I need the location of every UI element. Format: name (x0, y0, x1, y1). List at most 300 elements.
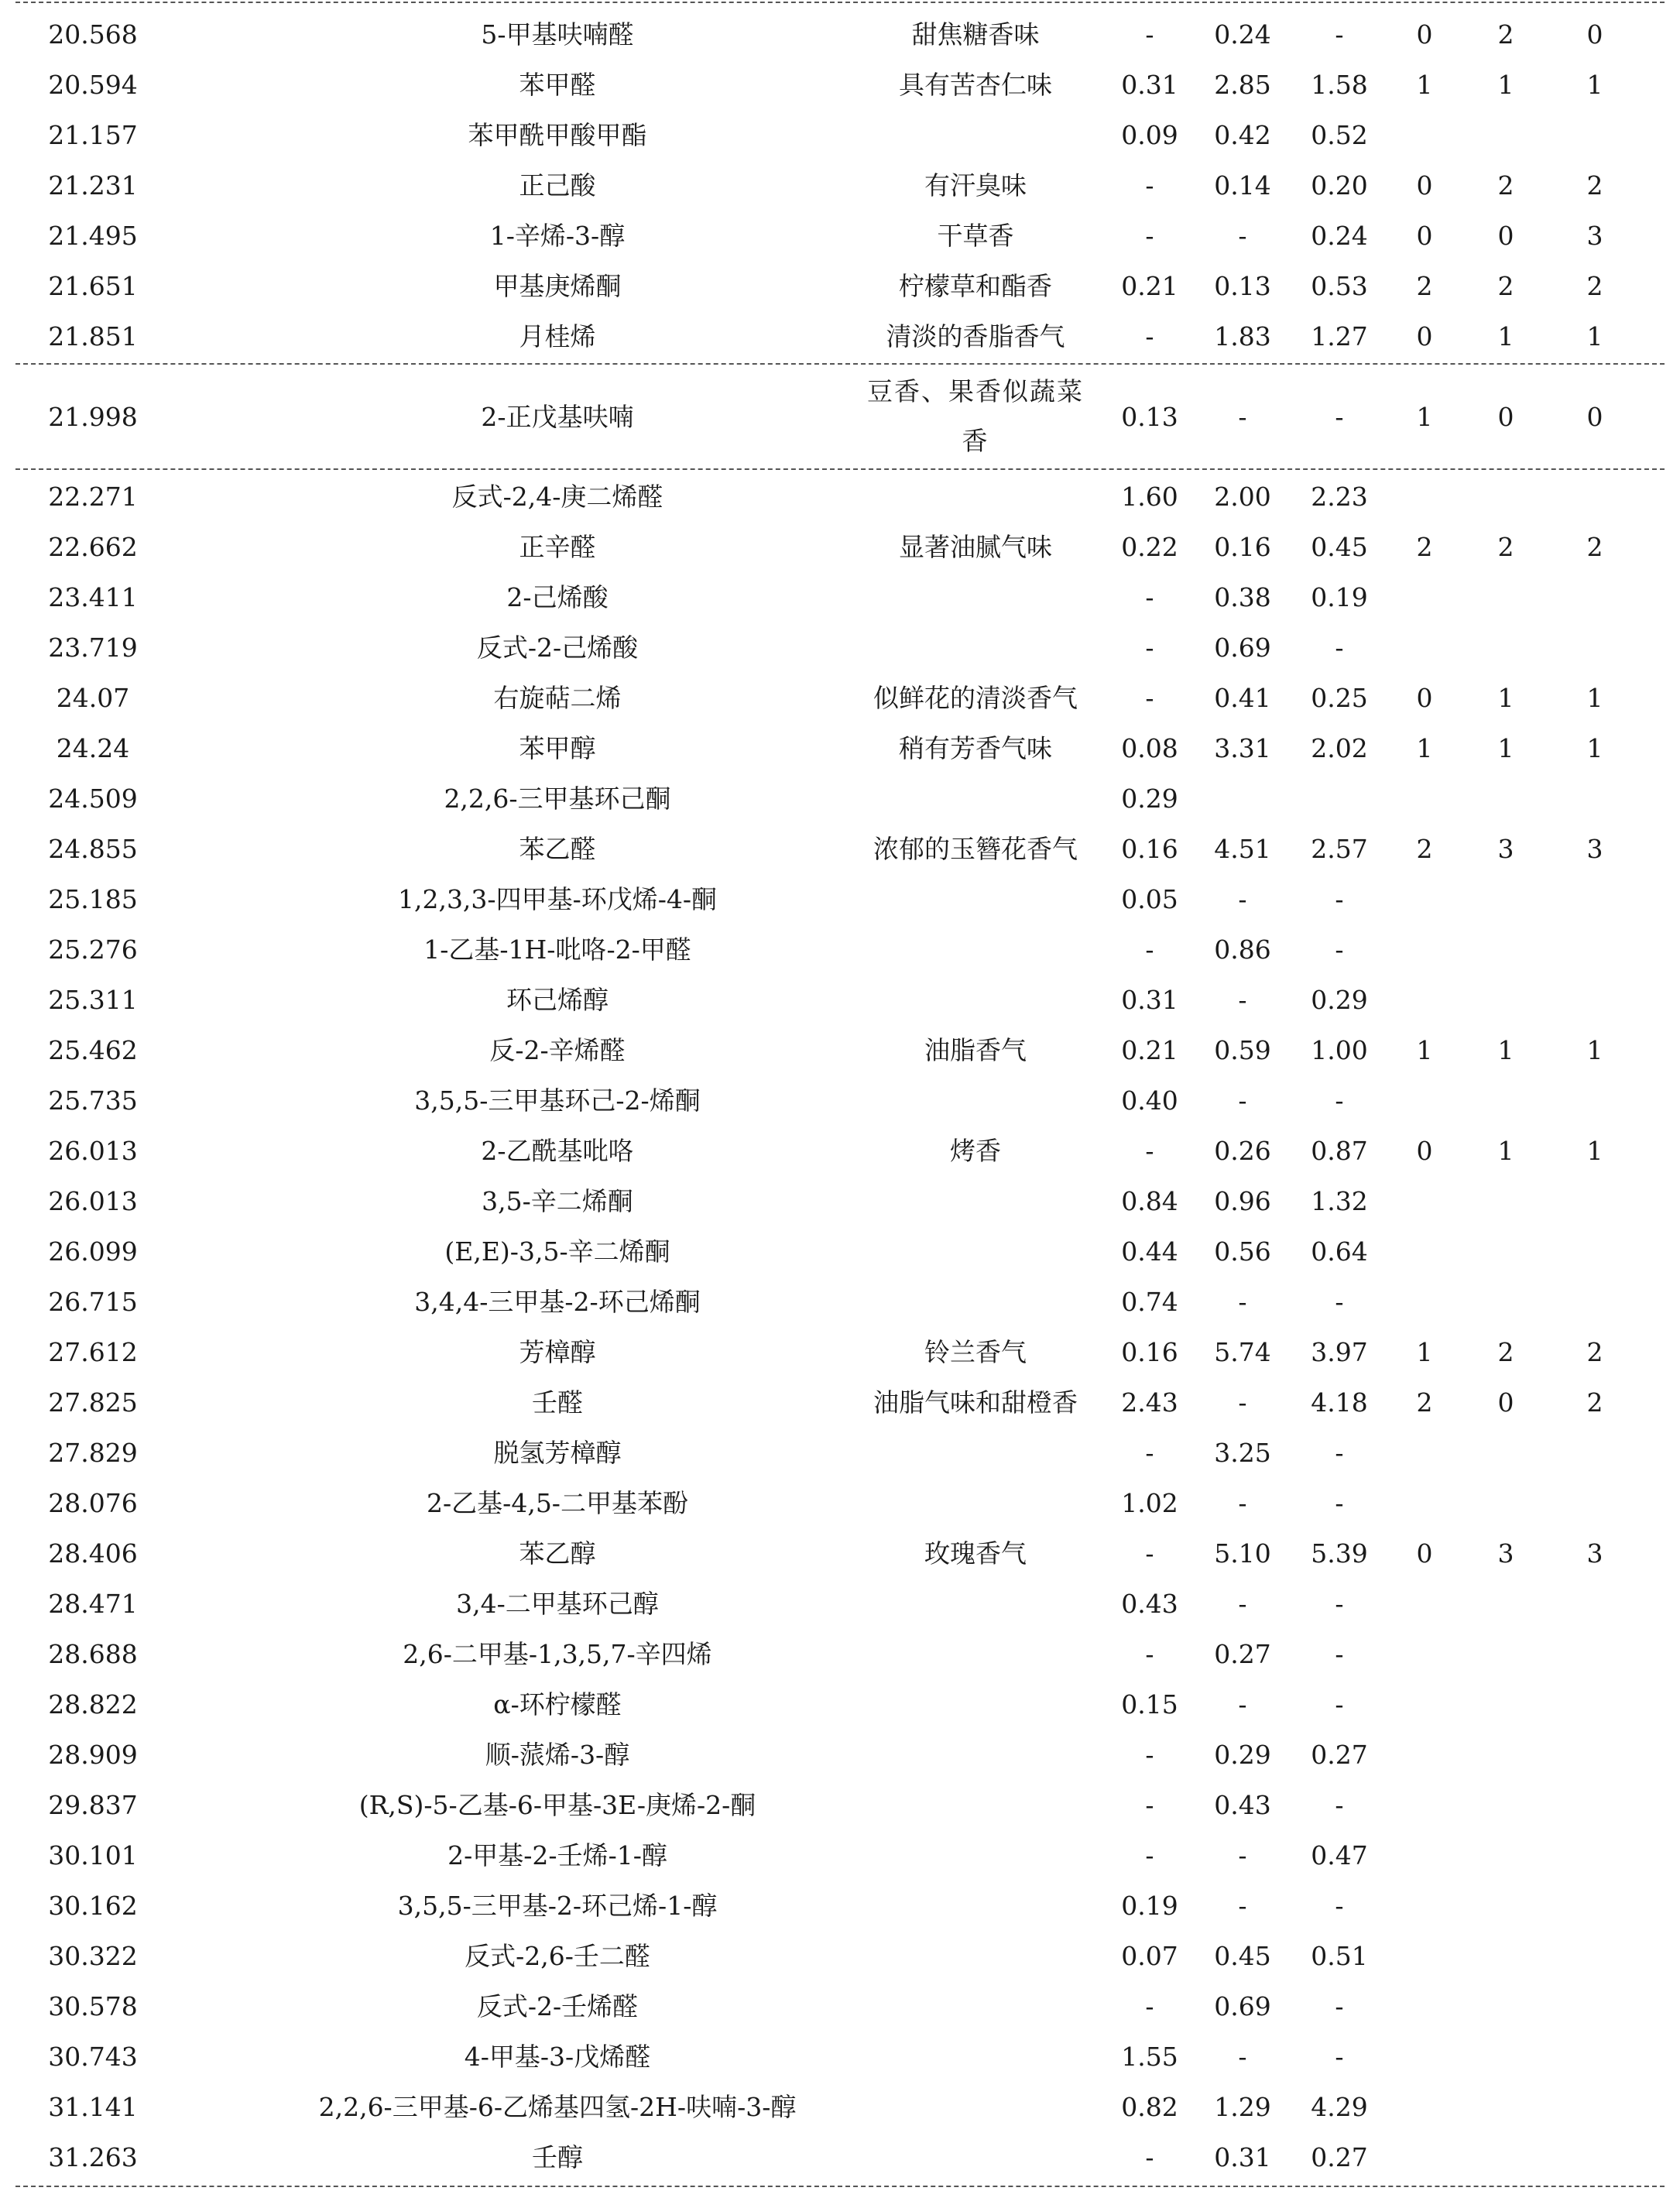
odor-description-cell: 似鲜花的清淡香气 (873, 683, 1078, 713)
value-b-cell: - (1238, 2042, 1247, 2072)
retention-time-cell: 20.568 (48, 19, 138, 50)
value-c-cell: 0.53 (1311, 271, 1368, 301)
score-c-cell (1548, 1830, 1641, 1881)
value-b-cell: 0.96 (1214, 1186, 1271, 1216)
table-row (15, 2082, 1665, 2132)
value-b-cell: 0.41 (1214, 683, 1271, 713)
retention-time-cell: 21.157 (48, 120, 138, 150)
value-a-cell: - (1145, 2142, 1154, 2172)
score-b-cell: 1 (1497, 321, 1514, 351)
retention-time-cell: 21.495 (48, 221, 138, 251)
table-row (15, 160, 1665, 211)
value-b-cell: 0.86 (1214, 934, 1271, 965)
value-a-cell: 0.16 (1121, 1337, 1178, 1367)
score-c-cell (1548, 1226, 1641, 1277)
score-a-cell: 1 (1416, 1337, 1433, 1367)
odor-description-cell (836, 773, 1115, 824)
value-a-cell: 0.44 (1121, 1236, 1178, 1267)
value-b-cell: - (1238, 1840, 1247, 1870)
odor-description-cell (836, 1075, 1115, 1126)
value-a-cell: 0.21 (1121, 271, 1178, 301)
value-c-cell: - (1335, 19, 1344, 50)
value-c-cell: 0.47 (1311, 1840, 1368, 1870)
value-a-cell: 0.16 (1121, 834, 1178, 864)
table-row (15, 1881, 1665, 1931)
retention-time-cell: 30.578 (48, 1991, 138, 2021)
retention-time-cell: 21.998 (48, 401, 138, 432)
score-b-cell (1459, 1428, 1552, 1478)
compound-name-cell: 2-甲基-2-壬烯-1-醇 (447, 1840, 667, 1870)
score-b-cell: 2 (1497, 170, 1514, 201)
table-row (15, 261, 1665, 311)
table-row (15, 1126, 1665, 1176)
odor-description-cell: 柠檬草和酯香 (899, 271, 1052, 301)
value-c-cell: - (1335, 1438, 1344, 1468)
score-c-cell (1548, 1629, 1641, 1679)
retention-time-cell: 26.099 (48, 1236, 138, 1267)
retention-time-cell: 22.662 (48, 532, 138, 562)
value-b-cell: 5.74 (1214, 1337, 1271, 1367)
odor-description-cell (836, 2082, 1115, 2132)
table-row (15, 874, 1665, 924)
score-c-cell (1548, 924, 1641, 975)
table-row (15, 622, 1665, 673)
value-a-cell: 1.02 (1121, 1488, 1178, 1518)
table-row (15, 773, 1665, 824)
score-b-cell (1459, 1881, 1552, 1931)
score-a-cell: 1 (1416, 401, 1433, 432)
value-b-cell: 2.85 (1214, 70, 1271, 100)
value-a-cell: 0.05 (1121, 884, 1178, 914)
odor-description-cell (836, 1478, 1115, 1528)
odor-description-cell: 具有苦杏仁味 (899, 70, 1052, 100)
value-b-cell: 2.00 (1214, 482, 1271, 512)
value-a-cell: - (1145, 19, 1154, 50)
value-c-cell (1285, 773, 1394, 824)
score-b-cell: 0 (1497, 221, 1514, 251)
value-a-cell: 0.07 (1121, 1941, 1178, 1971)
table-row (15, 1478, 1665, 1528)
score-b-cell: 1 (1497, 1035, 1514, 1065)
compound-name-cell: 苯甲醛 (519, 70, 596, 100)
value-a-cell: - (1145, 1790, 1154, 1820)
score-b-cell (1459, 1579, 1552, 1629)
retention-time-cell: 25.276 (48, 934, 138, 965)
table-row (15, 60, 1665, 110)
score-c-cell: 1 (1586, 70, 1603, 100)
table-row (15, 1277, 1665, 1327)
table-row (15, 1579, 1665, 1629)
value-c-cell: 1.00 (1311, 1035, 1368, 1065)
odor-description-cell: 油脂香气 (924, 1035, 1027, 1065)
value-a-cell: 0.22 (1121, 532, 1178, 562)
score-a-cell: 0 (1416, 683, 1433, 713)
score-a-cell: 0 (1416, 1538, 1433, 1569)
value-a-cell: - (1145, 221, 1154, 251)
value-a-cell: - (1145, 683, 1154, 713)
value-c-cell: 4.29 (1311, 2092, 1368, 2122)
value-a-cell: 1.55 (1121, 2042, 1178, 2072)
score-c-cell: 2 (1586, 271, 1603, 301)
odor-description-cell (836, 1176, 1115, 1226)
value-c-cell: 0.87 (1311, 1136, 1368, 1166)
table-row (15, 366, 1665, 467)
table-row (15, 1730, 1665, 1780)
score-a-cell (1378, 1176, 1471, 1226)
table-row (15, 1629, 1665, 1679)
score-c-cell (1548, 1931, 1641, 1981)
table-row (15, 2132, 1665, 2182)
score-a-cell (1378, 1981, 1471, 2032)
compound-name-cell: 3,4,4-三甲基-2-环己烯酮 (414, 1287, 701, 1317)
value-a-cell: 0.31 (1121, 985, 1178, 1015)
value-b-cell: - (1238, 1589, 1247, 1619)
value-c-cell: - (1335, 934, 1344, 965)
score-b-cell (1459, 2132, 1552, 2182)
value-b-cell: 0.27 (1214, 1639, 1271, 1669)
score-a-cell: 0 (1416, 221, 1433, 251)
score-b-cell: 1 (1497, 683, 1514, 713)
value-a-cell: 0.43 (1121, 1589, 1178, 1619)
table-row (15, 311, 1665, 362)
odor-description-cell (836, 471, 1115, 522)
score-c-cell (1548, 572, 1641, 622)
score-b-cell (1459, 924, 1552, 975)
compound-table (15, 9, 1665, 2182)
odor-description-cell: 清淡的香脂香气 (886, 321, 1065, 351)
value-b-cell: - (1238, 1488, 1247, 1518)
value-a-cell: 0.08 (1121, 733, 1178, 763)
table-row (15, 924, 1665, 975)
compound-name-cell: 5-甲基呋喃醛 (481, 19, 634, 50)
score-c-cell: 0 (1586, 19, 1603, 50)
compound-name-cell: 反式-2,4-庚二烯醛 (451, 482, 663, 512)
compound-name-cell: 苯甲酰甲酸甲酯 (468, 120, 647, 150)
value-b-cell: 0.69 (1214, 1991, 1271, 2021)
retention-time-cell: 24.07 (56, 683, 130, 713)
score-a-cell (1378, 1579, 1471, 1629)
score-c-cell (1548, 2032, 1641, 2082)
table-row (15, 2032, 1665, 2082)
retention-time-cell: 24.855 (48, 834, 138, 864)
value-b-cell: 0.69 (1214, 633, 1271, 663)
retention-time-cell: 28.471 (48, 1589, 138, 1619)
score-c-cell (1548, 975, 1641, 1025)
score-b-cell (1459, 1679, 1552, 1730)
value-b-cell: 0.24 (1214, 19, 1271, 50)
table-row (15, 572, 1665, 622)
table-row (15, 1528, 1665, 1579)
score-c-cell: 3 (1586, 1538, 1603, 1569)
retention-time-cell: 26.013 (48, 1186, 138, 1216)
retention-time-cell: 22.271 (48, 482, 138, 512)
compound-name-cell: 月桂烯 (519, 321, 596, 351)
value-b-cell: 0.29 (1214, 1740, 1271, 1770)
odor-description-cell (836, 1428, 1115, 1478)
score-c-cell (1548, 1478, 1641, 1528)
odor-description-cell (836, 1579, 1115, 1629)
score-a-cell (1378, 471, 1471, 522)
score-a-cell: 1 (1416, 70, 1433, 100)
retention-time-cell: 28.909 (48, 1740, 138, 1770)
score-c-cell: 1 (1586, 683, 1603, 713)
score-a-cell (1378, 1629, 1471, 1679)
value-b-cell: 0.42 (1214, 120, 1271, 150)
value-b-cell: 3.25 (1214, 1438, 1271, 1468)
score-b-cell: 3 (1497, 834, 1514, 864)
score-c-cell (1548, 1981, 1641, 2032)
value-b-cell: - (1238, 1085, 1247, 1116)
compound-name-cell: 3,5,5-三甲基-2-环己烯-1-醇 (397, 1891, 718, 1921)
value-c-cell: 0.24 (1311, 221, 1368, 251)
odor-description-cell (836, 1931, 1115, 1981)
score-a-cell: 0 (1416, 170, 1433, 201)
score-a-cell (1378, 2032, 1471, 2082)
score-c-cell (1548, 471, 1641, 522)
score-c-cell (1548, 2132, 1641, 2182)
value-b-cell: - (1238, 401, 1247, 432)
odor-description-cell (836, 1780, 1115, 1830)
value-c-cell: 0.27 (1311, 1740, 1368, 1770)
value-b-cell: 3.31 (1214, 733, 1271, 763)
value-c-cell: 0.45 (1311, 532, 1368, 562)
score-a-cell (1378, 110, 1471, 160)
retention-time-cell: 27.829 (48, 1438, 138, 1468)
table-row (15, 1931, 1665, 1981)
retention-time-cell: 24.24 (56, 733, 130, 763)
table-row (15, 1679, 1665, 1730)
retention-time-cell: 21.851 (48, 321, 138, 351)
compound-name-cell: 芳樟醇 (519, 1337, 596, 1367)
value-b-cell: 0.14 (1214, 170, 1271, 201)
value-a-cell: 0.15 (1121, 1689, 1178, 1720)
compound-name-cell: (R,S)-5-乙基-6-甲基-3E-庚烯-2-酮 (358, 1790, 756, 1820)
value-c-cell: 2.23 (1311, 482, 1368, 512)
compound-name-cell: 3,5-辛二烯酮 (482, 1186, 633, 1216)
odor-description-cell: 显著油腻气味 (899, 532, 1052, 562)
table-row (15, 1176, 1665, 1226)
compound-name-cell: 苯乙醇 (519, 1538, 596, 1569)
score-a-cell: 2 (1416, 532, 1433, 562)
compound-name-cell: 苯甲醇 (519, 733, 596, 763)
compound-name-cell: 2,6-二甲基-1,3,5,7-辛四烯 (403, 1639, 712, 1669)
score-c-cell (1548, 874, 1641, 924)
odor-description-cell (836, 1679, 1115, 1730)
value-a-cell: - (1145, 1438, 1154, 1468)
retention-time-cell: 29.837 (48, 1790, 138, 1820)
score-a-cell: 0 (1416, 1136, 1433, 1166)
compound-name-cell: 脱氢芳樟醇 (493, 1438, 622, 1468)
retention-time-cell: 23.411 (48, 582, 138, 612)
retention-time-cell: 25.735 (48, 1085, 138, 1116)
table-row (15, 1780, 1665, 1830)
value-c-cell: 0.29 (1311, 985, 1368, 1015)
retention-time-cell: 25.185 (48, 884, 138, 914)
dashed-separator (15, 2186, 1665, 2187)
odor-description-cell (836, 622, 1115, 673)
value-b-cell: 0.56 (1214, 1236, 1271, 1267)
score-c-cell: 1 (1586, 321, 1603, 351)
score-a-cell (1378, 1730, 1471, 1780)
score-b-cell: 2 (1497, 532, 1514, 562)
value-b-cell: 5.10 (1214, 1538, 1271, 1569)
table-row (15, 1075, 1665, 1126)
score-b-cell (1459, 1830, 1552, 1881)
score-c-cell (1548, 1277, 1641, 1327)
table-row (15, 1327, 1665, 1377)
table-row (15, 1428, 1665, 1478)
score-a-cell: 2 (1416, 271, 1433, 301)
odor-description-cell (836, 1277, 1115, 1327)
table-row (15, 824, 1665, 874)
table-row (15, 110, 1665, 160)
retention-time-cell: 25.311 (48, 985, 138, 1015)
retention-time-cell: 26.715 (48, 1287, 138, 1317)
retention-time-cell: 30.743 (48, 2042, 138, 2072)
table-row (15, 211, 1665, 261)
score-b-cell (1459, 1931, 1552, 1981)
compound-name-cell: 1-辛烯-3-醇 (489, 221, 626, 251)
value-b-cell: 4.51 (1214, 834, 1271, 864)
score-b-cell: 1 (1497, 70, 1514, 100)
retention-time-cell: 31.141 (48, 2092, 138, 2122)
compound-name-cell: 右旋萜二烯 (493, 683, 622, 713)
value-c-cell: - (1335, 633, 1344, 663)
retention-time-cell: 28.406 (48, 1538, 138, 1569)
score-c-cell: 3 (1586, 834, 1603, 864)
value-c-cell: 1.58 (1311, 70, 1368, 100)
value-a-cell: - (1145, 321, 1154, 351)
retention-time-cell: 28.688 (48, 1639, 138, 1669)
value-a-cell: 0.29 (1121, 783, 1178, 814)
score-c-cell (1548, 1780, 1641, 1830)
compound-name-cell: 2,2,6-三甲基环己酮 (444, 783, 671, 814)
value-c-cell: - (1335, 1991, 1344, 2021)
value-b-cell: 0.16 (1214, 532, 1271, 562)
odor-description-cell: 豆香、果香似蔬菜香 (867, 376, 1084, 456)
score-a-cell (1378, 572, 1471, 622)
score-c-cell (1548, 1428, 1641, 1478)
compound-name-cell: 反式-2,6-壬二醛 (465, 1941, 650, 1971)
score-c-cell: 2 (1586, 1337, 1603, 1367)
score-c-cell: 0 (1586, 401, 1603, 432)
compound-name-cell: 4-甲基-3-戊烯醛 (464, 2042, 651, 2072)
odor-description-cell (836, 110, 1115, 160)
compound-name-cell: 正己酸 (519, 170, 596, 201)
score-b-cell (1459, 471, 1552, 522)
value-c-cell: 0.51 (1311, 1941, 1368, 1971)
score-a-cell (1378, 1830, 1471, 1881)
value-c-cell: 5.39 (1311, 1538, 1368, 1569)
value-a-cell: 0.31 (1121, 70, 1178, 100)
score-a-cell: 1 (1416, 1035, 1433, 1065)
odor-description-cell (836, 975, 1115, 1025)
table-row (15, 522, 1665, 572)
score-a-cell: 2 (1416, 834, 1433, 864)
value-a-cell: - (1145, 1136, 1154, 1166)
score-b-cell: 2 (1497, 1337, 1514, 1367)
value-c-cell: - (1335, 2042, 1344, 2072)
value-a-cell: - (1145, 170, 1154, 201)
value-c-cell: 1.27 (1311, 321, 1368, 351)
score-a-cell (1378, 924, 1471, 975)
score-b-cell (1459, 622, 1552, 673)
compound-name-cell: 2-正戊基呋喃 (481, 401, 634, 432)
score-b-cell (1459, 1981, 1552, 2032)
score-c-cell: 2 (1586, 170, 1603, 201)
dashed-separator (15, 2, 1665, 3)
score-a-cell (1378, 874, 1471, 924)
value-a-cell: - (1145, 934, 1154, 965)
score-a-cell (1378, 1478, 1471, 1528)
odor-description-cell: 干草香 (937, 221, 1014, 251)
compound-name-cell: 环己烯醇 (506, 985, 609, 1015)
value-a-cell: - (1145, 1538, 1154, 1569)
score-b-cell (1459, 1629, 1552, 1679)
value-b-cell: - (1238, 884, 1247, 914)
compound-name-cell: 2-乙酰基吡咯 (481, 1136, 634, 1166)
value-b-cell: 1.29 (1214, 2092, 1271, 2122)
table-row (15, 9, 1665, 60)
value-b-cell: 0.26 (1214, 1136, 1271, 1166)
retention-time-cell: 30.162 (48, 1891, 138, 1921)
value-b-cell: - (1238, 1689, 1247, 1720)
value-c-cell: 2.02 (1311, 733, 1368, 763)
score-b-cell (1459, 1478, 1552, 1528)
score-c-cell: 1 (1586, 1035, 1603, 1065)
value-c-cell: 0.52 (1311, 120, 1368, 150)
value-b-cell: - (1238, 221, 1247, 251)
score-a-cell (1378, 1780, 1471, 1830)
compound-name-cell: 正辛醛 (519, 532, 596, 562)
compound-name-cell: 3,5,5-三甲基环己-2-烯酮 (414, 1085, 701, 1116)
odor-description-cell (836, 572, 1115, 622)
value-b-cell: 0.43 (1214, 1790, 1271, 1820)
value-c-cell: 0.64 (1311, 1236, 1368, 1267)
odor-description-cell (836, 874, 1115, 924)
compound-name-cell: 2-己烯酸 (506, 582, 609, 612)
value-a-cell: 1.60 (1121, 482, 1178, 512)
value-c-cell: - (1335, 884, 1344, 914)
score-c-cell: 1 (1586, 733, 1603, 763)
score-c-cell (1548, 110, 1641, 160)
score-a-cell (1378, 1931, 1471, 1981)
score-c-cell (1548, 1075, 1641, 1126)
odor-description-cell (836, 2032, 1115, 2082)
score-b-cell (1459, 572, 1552, 622)
table-row (15, 1377, 1665, 1428)
value-c-cell: - (1335, 1689, 1344, 1720)
score-a-cell: 0 (1416, 19, 1433, 50)
odor-description-cell: 玫瑰香气 (924, 1538, 1027, 1569)
retention-time-cell: 30.322 (48, 1941, 138, 1971)
compound-name-cell: 2,2,6-三甲基-6-乙烯基四氢-2H-呋喃-3-醇 (318, 2092, 797, 2122)
score-a-cell: 2 (1416, 1387, 1433, 1418)
score-a-cell (1378, 773, 1471, 824)
score-c-cell (1548, 1176, 1641, 1226)
value-b-cell: 0.59 (1214, 1035, 1271, 1065)
compound-name-cell: 1,2,3,3-四甲基-环戊烯-4-酮 (397, 884, 718, 914)
score-c-cell: 3 (1586, 221, 1603, 251)
score-c-cell: 1 (1586, 1136, 1603, 1166)
value-a-cell: 0.13 (1121, 401, 1178, 432)
table-row (15, 471, 1665, 522)
score-b-cell (1459, 1277, 1552, 1327)
value-a-cell: - (1145, 582, 1154, 612)
score-b-cell (1459, 1780, 1552, 1830)
score-b-cell: 1 (1497, 1136, 1514, 1166)
score-b-cell (1459, 110, 1552, 160)
